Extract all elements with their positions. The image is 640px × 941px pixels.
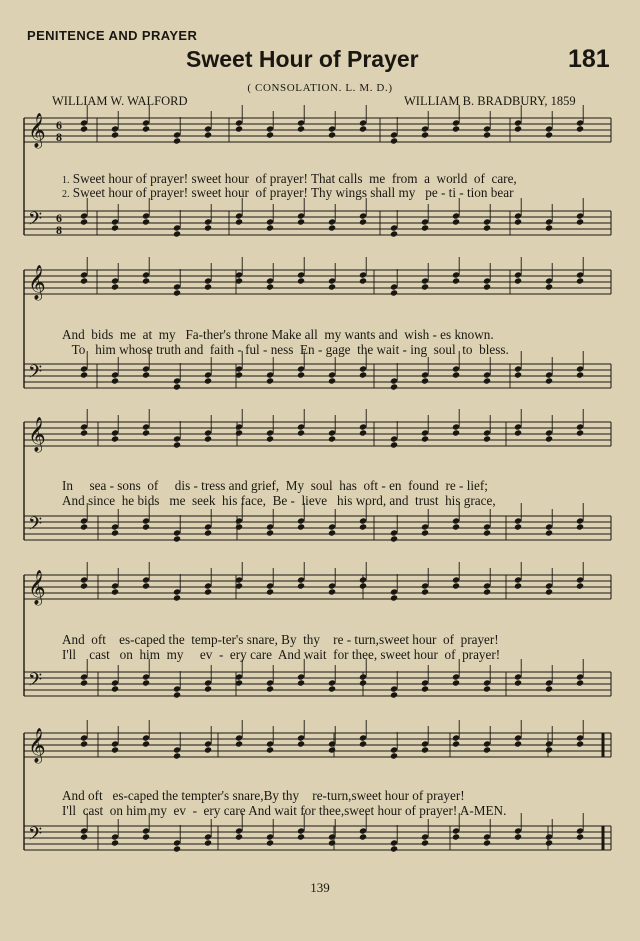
note-head [359, 218, 367, 225]
note-head [576, 218, 584, 225]
note-head [235, 740, 243, 747]
note-head [452, 371, 460, 378]
note-head [483, 588, 491, 595]
note-head [576, 833, 584, 840]
note-head [545, 685, 553, 692]
bass-clef: 𝄢 [28, 514, 43, 539]
note-head [204, 685, 212, 692]
note-head [514, 371, 522, 378]
note-head [576, 429, 584, 436]
lyric-line: And oft es-caped the tempter's snare,By thy re-turn,sweet hour of prayer! [62, 788, 465, 803]
note-head [297, 277, 305, 284]
note-head [390, 535, 398, 542]
note-head [452, 582, 460, 589]
note-head [452, 679, 460, 686]
note-head [545, 283, 553, 290]
note-head [545, 377, 553, 384]
note-head [514, 582, 522, 589]
note-head [297, 679, 305, 686]
note-head [514, 125, 522, 132]
note-head [390, 594, 398, 601]
note-head [173, 230, 181, 237]
note-head [142, 125, 150, 132]
note-head [235, 833, 243, 840]
note-head [297, 429, 305, 436]
note-head [297, 740, 305, 747]
note-head [390, 441, 398, 448]
note-head [576, 582, 584, 589]
lyric-line: And oft es-caped the temp-ter's snare, By thy re - turn,sweet hour of prayer! [62, 632, 499, 647]
note-head [545, 435, 553, 442]
note-head [483, 377, 491, 384]
note-head [545, 224, 553, 231]
note-head [421, 746, 429, 753]
note-head [266, 377, 274, 384]
lyric-line: 1. Sweet hour of prayer! sweet hour of prayer! That calls me from a world of care, [62, 171, 517, 186]
lyric-line: I'll cast on him my ev - ery care And wait for thee,sweet hour of prayer! A-MEN. [62, 803, 507, 818]
note-head [452, 125, 460, 132]
note-head [576, 277, 584, 284]
note-head [483, 131, 491, 138]
note-head [111, 685, 119, 692]
note-head [359, 833, 367, 840]
note-head [328, 529, 336, 536]
note-head [421, 224, 429, 231]
note-head [483, 746, 491, 753]
treble-clef: 𝄞 [28, 728, 46, 763]
note-head [328, 839, 336, 846]
note-head [111, 746, 119, 753]
note-head [328, 224, 336, 231]
note-head [142, 277, 150, 284]
note-head [545, 746, 553, 753]
note-head [514, 523, 522, 530]
note-head [359, 371, 367, 378]
note-head [514, 218, 522, 225]
note-head [328, 283, 336, 290]
note-head [483, 435, 491, 442]
note-head [173, 441, 181, 448]
note-head [173, 535, 181, 542]
note-head [545, 529, 553, 536]
note-head [204, 283, 212, 290]
note-head [514, 833, 522, 840]
note-head [142, 679, 150, 686]
note-head [204, 131, 212, 138]
note-head [173, 289, 181, 296]
tune-name: ( CONSOLATION. L. M. D.) [247, 82, 393, 94]
note-head [359, 125, 367, 132]
note-head [297, 833, 305, 840]
note-head [483, 283, 491, 290]
time-signature: 8 [56, 223, 62, 237]
note-head [390, 383, 398, 390]
lyric-line: To him whose truth and faith - ful - ness En - gage the wait - ing soul to bless. [62, 342, 509, 357]
note-head [111, 839, 119, 846]
note-head [111, 283, 119, 290]
note-head [452, 218, 460, 225]
time-signature: 8 [56, 130, 62, 144]
note-head [266, 224, 274, 231]
note-head [80, 429, 88, 436]
hymn-title: Sweet Hour of Prayer [186, 46, 419, 72]
note-head [452, 429, 460, 436]
note-head [297, 523, 305, 530]
note-head [359, 429, 367, 436]
note-head [142, 523, 150, 530]
note-head [297, 371, 305, 378]
note-head [80, 833, 88, 840]
note-head [421, 377, 429, 384]
note-head [297, 582, 305, 589]
note-head [421, 529, 429, 536]
note-head [111, 224, 119, 231]
note-head [173, 752, 181, 759]
treble-clef: 𝄞 [28, 570, 46, 605]
note-head [421, 435, 429, 442]
note-head [173, 594, 181, 601]
note-head [204, 746, 212, 753]
lyric-line: And since he bids me seek his face, Be - lieve his word, and trust his grace, [62, 493, 496, 508]
note-head [545, 131, 553, 138]
note-head [111, 529, 119, 536]
note-head [328, 435, 336, 442]
note-head [390, 289, 398, 296]
note-head [452, 523, 460, 530]
treble-clef: 𝄞 [28, 265, 46, 300]
note-head [173, 845, 181, 852]
note-head [142, 740, 150, 747]
note-head [266, 529, 274, 536]
note-head [514, 429, 522, 436]
note-head [173, 691, 181, 698]
bass-clef: 𝄢 [28, 670, 43, 695]
note-head [359, 277, 367, 284]
note-head [204, 839, 212, 846]
lyric-line: And bids me at my Fa-ther's throne Make all my wants and wish - es known. [62, 327, 494, 342]
note-head [297, 218, 305, 225]
time-signature: 6 [56, 211, 62, 225]
note-head [390, 752, 398, 759]
note-head [545, 839, 553, 846]
note-head [390, 137, 398, 144]
note-head [266, 746, 274, 753]
note-head [111, 377, 119, 384]
note-head [452, 833, 460, 840]
note-head [235, 429, 243, 436]
note-head [142, 582, 150, 589]
lyricist: WILLIAM W. WALFORD [52, 94, 188, 108]
time-signature: 6 [56, 118, 62, 132]
note-head [421, 131, 429, 138]
note-head [111, 588, 119, 595]
note-head [483, 529, 491, 536]
note-head [452, 740, 460, 747]
note-head [142, 218, 150, 225]
note-head [483, 839, 491, 846]
note-head [576, 740, 584, 747]
note-head [235, 218, 243, 225]
bass-clef: 𝄢 [28, 824, 43, 849]
note-head [80, 582, 88, 589]
note-head [545, 588, 553, 595]
note-head [204, 224, 212, 231]
note-head [514, 277, 522, 284]
bass-clef: 𝄢 [28, 362, 43, 387]
note-head [514, 740, 522, 747]
note-head [359, 523, 367, 530]
note-head [142, 833, 150, 840]
note-head [142, 371, 150, 378]
note-head [80, 740, 88, 747]
page-number: 139 [310, 880, 330, 895]
note-head [111, 435, 119, 442]
note-head [421, 685, 429, 692]
treble-clef: 𝄞 [28, 113, 46, 148]
lyric-line: 2. Sweet hour of prayer! sweet hour of prayer! Thy wings shall my pe - ti - tion bear [62, 185, 514, 200]
note-head [421, 283, 429, 290]
note-head [576, 679, 584, 686]
note-head [421, 839, 429, 846]
note-head [390, 230, 398, 237]
section-heading: PENITENCE AND PRAYER [27, 28, 198, 43]
note-head [173, 137, 181, 144]
note-head [390, 691, 398, 698]
note-head [204, 588, 212, 595]
note-head [173, 383, 181, 390]
note-head [328, 746, 336, 753]
note-head [80, 125, 88, 132]
note-head [80, 218, 88, 225]
note-head [576, 523, 584, 530]
note-head [204, 529, 212, 536]
note-head [266, 435, 274, 442]
note-head [235, 523, 243, 530]
note-head [142, 429, 150, 436]
bass-clef: 𝄢 [28, 209, 43, 234]
note-head [266, 685, 274, 692]
lyric-line: I'll cast on him my ev - ery care And wait for thee, sweet hour of prayer! [62, 647, 501, 662]
note-head [421, 588, 429, 595]
note-head [266, 588, 274, 595]
note-head [80, 371, 88, 378]
note-head [483, 224, 491, 231]
note-head [328, 131, 336, 138]
note-head [266, 131, 274, 138]
composer: WILLIAM B. BRADBURY, 1859 [404, 94, 576, 108]
note-head [204, 435, 212, 442]
note-head [266, 839, 274, 846]
note-head [80, 679, 88, 686]
note-head [266, 283, 274, 290]
note-head [359, 679, 367, 686]
note-head [80, 277, 88, 284]
note-head [576, 125, 584, 132]
note-head [359, 582, 367, 589]
note-head [235, 125, 243, 132]
lyric-line: In sea - sons of dis - tress and grief, My soul has oft - en found re - lief; [62, 478, 488, 493]
note-head [204, 377, 212, 384]
note-head [328, 377, 336, 384]
note-head [328, 588, 336, 595]
treble-clef: 𝄞 [28, 417, 46, 452]
note-head [514, 679, 522, 686]
note-head [297, 125, 305, 132]
note-head [80, 523, 88, 530]
note-head [483, 685, 491, 692]
note-head [576, 371, 584, 378]
note-head [328, 685, 336, 692]
note-head [390, 845, 398, 852]
hymn-number: 181 [568, 45, 610, 73]
note-head [359, 740, 367, 747]
note-head [111, 131, 119, 138]
note-head [452, 277, 460, 284]
